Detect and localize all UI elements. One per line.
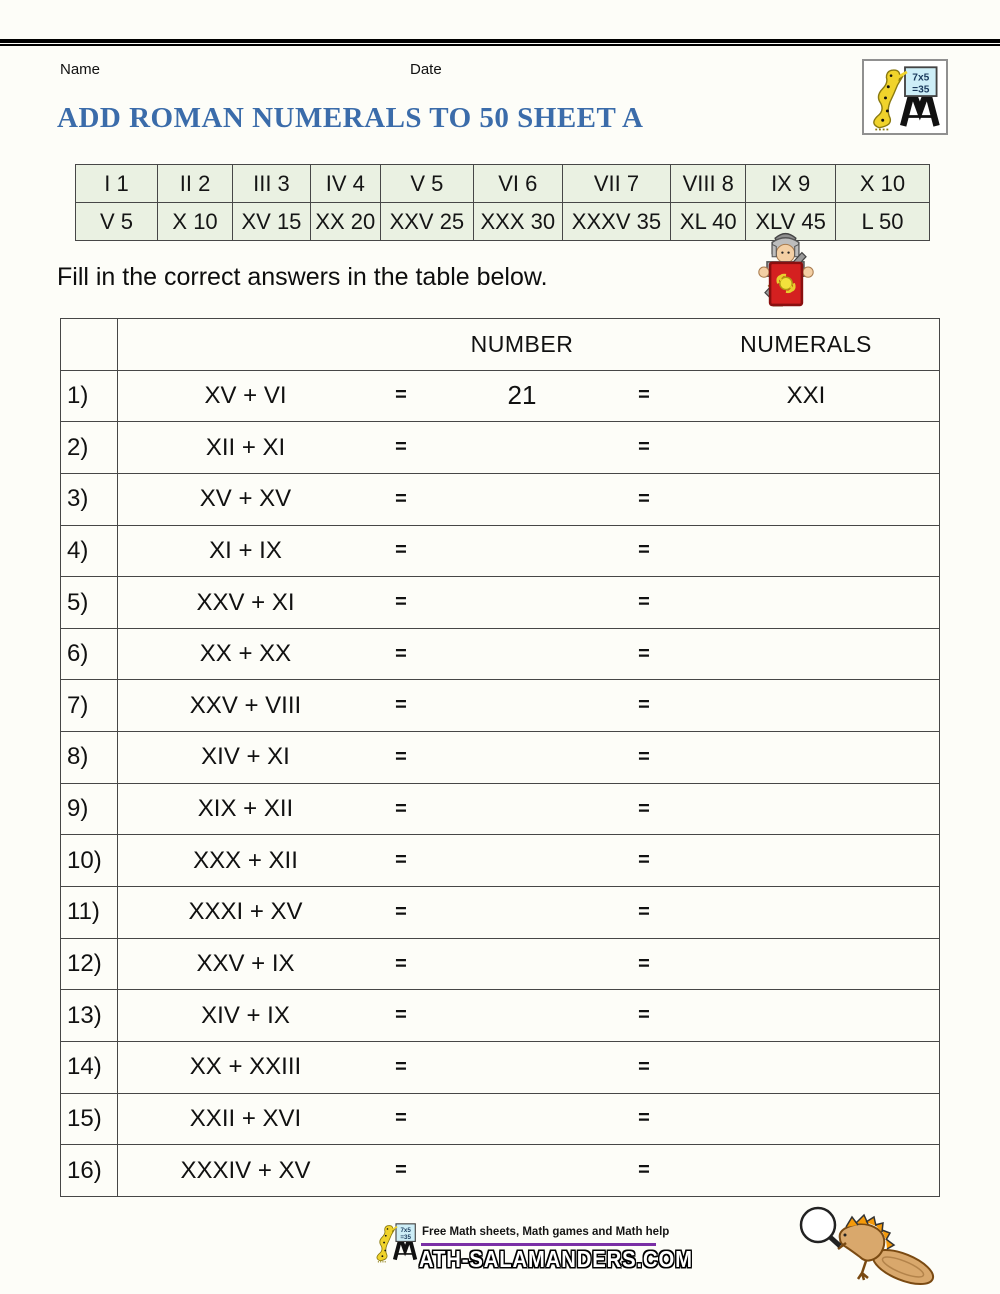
table-row xyxy=(61,526,939,578)
numerals-answer-cell[interactable] xyxy=(673,784,939,835)
numerals-answer-cell[interactable] xyxy=(673,990,939,1041)
ref-cell: XXX 30 xyxy=(473,203,562,241)
header-number: NUMBER xyxy=(470,330,574,357)
number-answer-cell[interactable] xyxy=(429,526,615,577)
ref-cell: XX 20 xyxy=(310,203,380,241)
number-answer-cell[interactable] xyxy=(429,680,615,731)
roman-expression: XX + XX xyxy=(199,640,292,668)
answers-table xyxy=(60,318,940,1197)
table-row xyxy=(61,1145,939,1196)
ref-cell: VII 7 xyxy=(562,165,670,203)
ref-cell: XV 15 xyxy=(233,203,311,241)
equals-sign: = xyxy=(638,797,650,820)
roman-expression: XXV + IX xyxy=(196,950,295,977)
row-number: 8) xyxy=(61,732,118,783)
equals-sign: = xyxy=(638,642,650,665)
equals-sign: = xyxy=(395,694,407,717)
salamander-easel-icon xyxy=(372,1221,420,1263)
roman-expression: XXX + XII xyxy=(193,846,298,874)
roman-expression: XXV + VIII xyxy=(189,691,302,719)
equals-sign: = xyxy=(395,745,407,768)
roman-expression: XX + XXIII xyxy=(189,1053,302,1081)
equals-sign: = xyxy=(395,642,407,665)
number-answer-cell[interactable] xyxy=(429,1042,615,1093)
row-number: 15) xyxy=(61,1094,118,1145)
ref-cell: X 10 xyxy=(835,165,929,203)
equals-sign: = xyxy=(638,1004,650,1027)
numerals-answer-cell[interactable] xyxy=(673,939,939,990)
header-numerals: NUMERALS xyxy=(740,330,872,357)
number-answer-cell[interactable] xyxy=(429,887,615,938)
row-number: 1) xyxy=(61,371,118,422)
roman-expression: XIX + XII xyxy=(197,795,294,823)
table-row xyxy=(61,990,939,1042)
roman-expression: XXXIV + XV xyxy=(180,1156,311,1184)
roman-expression: XV + VI xyxy=(204,381,287,409)
row-number: 12) xyxy=(61,939,118,990)
table-row xyxy=(61,474,939,526)
roman-expression: XXXI + XV xyxy=(188,898,303,926)
equals-sign: = xyxy=(638,487,650,510)
equals-sign: = xyxy=(395,1004,407,1027)
number-answer-cell[interactable] xyxy=(429,835,615,886)
equals-sign: = xyxy=(395,952,407,975)
page-top-rule xyxy=(0,39,1000,46)
roman-expression: XXV + XI xyxy=(196,588,295,616)
row-number: 16) xyxy=(61,1145,118,1196)
ref-cell: IX 9 xyxy=(746,165,836,203)
numerals-answer-cell[interactable]: XXI xyxy=(786,381,826,409)
footer-logo xyxy=(372,1221,420,1268)
number-answer-cell[interactable] xyxy=(429,784,615,835)
reference-row-units xyxy=(76,165,930,203)
numerals-answer-cell[interactable] xyxy=(673,1145,939,1196)
numerals-answer-cell[interactable] xyxy=(673,577,939,628)
equals-sign: = xyxy=(638,952,650,975)
ref-cell: XLV 45 xyxy=(746,203,836,241)
number-answer-cell[interactable] xyxy=(429,577,615,628)
equals-sign: = xyxy=(395,436,407,459)
equals-sign: = xyxy=(638,591,650,614)
row-number: 9) xyxy=(61,784,118,835)
table-row xyxy=(61,835,939,887)
equals-sign: = xyxy=(638,694,650,717)
answers-table-header xyxy=(61,319,939,371)
number-answer-cell[interactable] xyxy=(429,1094,615,1145)
ref-cell: X 10 xyxy=(157,203,232,241)
equals-sign: = xyxy=(638,745,650,768)
roman-expression: XIV + XI xyxy=(201,743,290,771)
numerals-answer-cell[interactable] xyxy=(673,474,939,525)
number-answer-cell[interactable] xyxy=(429,939,615,990)
ref-cell: I 1 xyxy=(76,165,158,203)
table-row xyxy=(61,939,939,991)
number-answer-cell[interactable] xyxy=(429,732,615,783)
numerals-answer-cell[interactable] xyxy=(673,680,939,731)
table-row xyxy=(61,732,939,784)
equals-sign: = xyxy=(638,1107,650,1130)
row-number: 14) xyxy=(61,1042,118,1093)
row-number: 2) xyxy=(61,422,118,473)
row-number: 7) xyxy=(61,680,118,731)
table-row xyxy=(61,629,939,681)
equals-sign: = xyxy=(395,900,407,923)
equals-sign: = xyxy=(395,591,407,614)
ref-cell: XXXV 35 xyxy=(562,203,670,241)
roman-expression: XXII + XVI xyxy=(189,1104,302,1132)
ref-cell: XL 40 xyxy=(671,203,746,241)
equals-sign: = xyxy=(638,384,650,407)
ref-cell: V 5 xyxy=(76,203,158,241)
roman-soldier-icon xyxy=(748,229,824,312)
numerals-answer-cell[interactable] xyxy=(673,887,939,938)
roman-expression: XV + XV xyxy=(199,485,292,513)
name-label: Name xyxy=(60,61,101,78)
numerals-answer-cell[interactable] xyxy=(673,835,939,886)
equals-sign: = xyxy=(395,1055,407,1078)
equals-sign: = xyxy=(395,487,407,510)
number-answer-cell[interactable] xyxy=(429,629,615,680)
table-row xyxy=(61,1042,939,1094)
roman-expression: XIV + IX xyxy=(201,1001,290,1029)
numerals-answer-cell[interactable] xyxy=(673,526,939,577)
table-row xyxy=(61,1094,939,1146)
equals-sign: = xyxy=(638,436,650,459)
table-row xyxy=(61,887,939,939)
ref-cell: II 2 xyxy=(157,165,232,203)
equals-sign: = xyxy=(638,900,650,923)
number-answer-cell[interactable] xyxy=(429,474,615,525)
row-number: 5) xyxy=(61,577,118,628)
ref-cell: XXV 25 xyxy=(380,203,473,241)
row-number: 11) xyxy=(61,887,118,938)
instruction-text: Fill in the correct answers in the table below. xyxy=(57,263,548,291)
table-row xyxy=(61,577,939,629)
equals-sign: = xyxy=(395,797,407,820)
table-row xyxy=(61,371,939,423)
numerals-answer-cell[interactable] xyxy=(673,629,939,680)
ref-cell: III 3 xyxy=(233,165,311,203)
math-salamanders-logo xyxy=(862,59,948,135)
row-number: 10) xyxy=(61,835,118,886)
equals-sign: = xyxy=(395,539,407,562)
table-row xyxy=(61,784,939,836)
salamander-easel-icon xyxy=(866,62,944,132)
row-number: 3) xyxy=(61,474,118,525)
site-name: ATH-SALAMANDERS.COM xyxy=(419,1246,693,1272)
row-number: 4) xyxy=(61,526,118,577)
equals-sign: = xyxy=(638,539,650,562)
number-answer-cell[interactable]: 21 xyxy=(507,380,537,411)
numerals-answer-cell[interactable] xyxy=(673,1094,939,1145)
number-answer-cell[interactable] xyxy=(429,1145,615,1196)
equals-sign: = xyxy=(638,1159,650,1182)
row-number: 6) xyxy=(61,629,118,680)
ref-cell: L 50 xyxy=(835,203,929,241)
ref-cell: VIII 8 xyxy=(671,165,746,203)
equals-sign: = xyxy=(395,1107,407,1130)
numerals-answer-cell[interactable] xyxy=(673,422,939,473)
equals-sign: = xyxy=(395,384,407,407)
equals-sign: = xyxy=(638,1055,650,1078)
numerals-answer-cell[interactable] xyxy=(673,1042,939,1093)
equals-sign: = xyxy=(395,849,407,872)
page-title: ADD ROMAN NUMERALS TO 50 SHEET A xyxy=(57,102,644,134)
table-row xyxy=(61,680,939,732)
header-index-cell xyxy=(61,319,118,370)
roman-expression: XII + XI xyxy=(205,433,286,461)
table-row xyxy=(61,422,939,474)
ref-cell: V 5 xyxy=(380,165,473,203)
date-label: Date xyxy=(410,61,442,78)
numerals-answer-cell[interactable] xyxy=(673,732,939,783)
number-answer-cell[interactable] xyxy=(429,422,615,473)
ref-cell: IV 4 xyxy=(310,165,380,203)
equals-sign: = xyxy=(638,849,650,872)
equals-sign: = xyxy=(395,1159,407,1182)
footer-tagline: Free Math sheets, Math games and Math help xyxy=(422,1226,670,1238)
ref-cell: VI 6 xyxy=(473,165,562,203)
row-number: 13) xyxy=(61,990,118,1041)
salamander-magnifier-icon xyxy=(788,1197,938,1294)
roman-expression: XI + IX xyxy=(209,536,282,564)
number-answer-cell[interactable] xyxy=(429,990,615,1041)
